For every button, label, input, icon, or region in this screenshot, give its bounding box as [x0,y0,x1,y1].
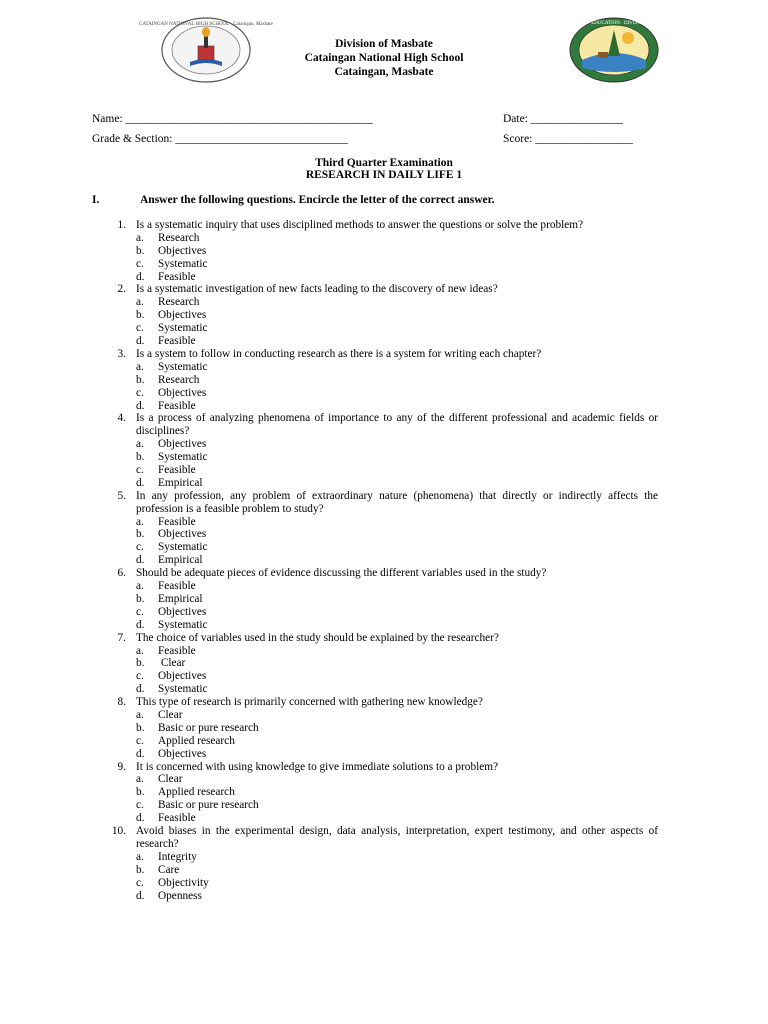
answer-option[interactable] [0,541,768,554]
question-item [0,348,768,361]
option-letter[interactable]: d. [136,618,145,631]
option-text: Objectives [158,386,207,399]
question-text: In any profession, any problem of extraordinary nature (phenomena) that directly or indirectly affects the profession is a feasible problem to study? [136,489,658,515]
option-letter[interactable]: a. [136,231,144,244]
question-number: 6. [117,567,126,580]
option-text: Feasible [158,335,196,348]
option-text: Feasible [158,580,196,593]
option-letter[interactable]: d. [136,476,145,489]
option-text: Care [158,863,180,876]
question-number: 8. [117,696,126,709]
question-text: The choice of variables used in the study should be explained by the researcher? [136,631,499,644]
name-field[interactable]: Name: ___________________________________________ [92,113,373,125]
right-seal-text: DEPARTMENT OF EDUCATION · DIVISION OF MASBATE [549,21,679,26]
answer-option[interactable] [0,322,768,335]
question-item [0,696,768,709]
option-text: Objectives [158,438,207,451]
section-number: I. [92,194,100,206]
option-letter[interactable]: a. [136,438,144,451]
answer-option[interactable] [0,812,768,825]
school-location: Cataingan, Masbate [334,66,434,78]
option-text: Basic or pure research [158,721,259,734]
option-text: Objectives [158,244,207,257]
option-letter[interactable]: b. [136,373,145,386]
question-text: Is a systematic inquiry that uses disciplined methods to answer the questions or solve the problem? [136,219,584,231]
option-text: Feasible [158,515,196,528]
option-text: Applied research [158,786,235,799]
answer-option[interactable] [0,619,768,632]
answer-option[interactable] [0,296,768,309]
option-letter[interactable]: d. [136,747,145,760]
left-seal-text: CATAINGAN NATIONAL HIGH SCHOOL · Cataingan, Masbate [139,22,273,27]
answer-option[interactable] [0,438,768,451]
option-letter[interactable]: b. [136,721,145,734]
option-text: Applied research [158,734,235,747]
option-text: Clear [158,709,183,721]
option-text: Empirical [158,476,203,489]
option-text: Systematic [158,618,208,631]
option-text: Objectives [158,747,207,760]
option-letter[interactable]: d. [136,270,145,283]
option-letter[interactable]: d. [136,399,145,412]
option-text: Empirical [158,554,203,567]
answer-option[interactable] [0,709,768,722]
question-text: Is a systematic investigation of new facts leading to the discovery of new ideas? [136,283,498,296]
date-field[interactable]: Date: ________________ [503,113,623,125]
option-text: Systematic [158,451,208,464]
option-letter[interactable]: d. [136,335,145,348]
answer-option[interactable] [0,554,768,567]
option-letter[interactable]: c. [136,605,144,618]
question-item [0,825,768,851]
option-letter[interactable]: c. [136,322,144,335]
option-text: Systematic [158,257,208,270]
option-text: Objectives [158,309,207,322]
answer-option[interactable] [0,451,768,464]
question-number: 7. [117,631,126,644]
answer-option[interactable] [0,645,768,658]
question-text: Is a system to follow in conducting research as there is a system for writing each chapter? [136,347,542,360]
answer-option[interactable] [0,464,768,477]
option-letter[interactable]: a. [136,296,144,309]
option-letter[interactable]: c. [136,386,144,399]
option-letter[interactable]: a. [136,709,144,721]
question-item [0,761,768,774]
answer-option[interactable] [0,748,768,761]
option-text: Objectives [158,605,207,618]
option-letter[interactable]: b. [136,786,145,799]
question-item [0,490,768,516]
answer-option[interactable] [0,890,768,903]
option-text: Empirical [158,592,203,605]
option-letter[interactable]: b. [136,528,145,541]
answer-option[interactable] [0,683,768,696]
division-name: Division of Masbate [335,38,433,50]
option-letter[interactable]: a. [136,515,144,528]
question-text: Avoid biases in the experimental design, data analysis, interpretation, expert testimony, and other aspects of research? [136,825,658,850]
option-text: Feasible [158,644,196,657]
question-text: Should be adequate pieces of evidence discussing the different variables used in the study? [136,567,547,580]
answer-option[interactable] [0,877,768,890]
answer-option[interactable] [0,864,768,877]
option-letter[interactable]: a. [136,773,144,786]
option-text: Objectivity [158,876,209,889]
answer-option[interactable] [0,786,768,799]
answer-option[interactable] [0,309,768,322]
option-letter[interactable]: b. [136,309,145,322]
answer-option[interactable] [0,245,768,258]
exam-title: Third Quarter Examination [315,157,453,169]
question-list [0,219,768,902]
option-text: Feasible [158,399,196,412]
answer-option[interactable] [0,361,768,374]
option-letter[interactable]: d. [136,812,145,825]
option-letter[interactable]: a. [136,850,144,863]
option-letter[interactable]: a. [136,360,144,373]
answer-option[interactable] [0,400,768,413]
option-letter[interactable]: c. [136,257,144,270]
answer-option[interactable] [0,670,768,683]
option-letter[interactable]: c. [136,670,144,683]
answer-option[interactable] [0,722,768,735]
exam-subject: RESEARCH IN DAILY LIFE 1 [305,169,463,181]
answer-option[interactable] [0,374,768,387]
grade-section-field[interactable]: Grade & Section: ______________________________ [92,133,348,145]
answer-option[interactable] [0,773,768,786]
option-letter[interactable]: d. [136,889,145,902]
question-number: 5. [117,489,126,502]
question-number: 10. [111,825,126,838]
section-instruction: Answer the following questions. Encircle the letter of the correct answer. [140,194,495,206]
answer-option[interactable] [0,580,768,593]
question-text: This type of research is primarily concerned with gathering new knowledge? [136,696,483,709]
answer-option[interactable] [0,528,768,541]
answer-option[interactable] [0,606,768,619]
question-text: Is a process of analyzing phenomena of importance to any of the different professional and academic fields or disciplines? [136,412,658,438]
option-text: Research [158,296,200,309]
option-letter[interactable]: a. [136,580,144,593]
question-text: It is concerned with using knowledge to give immediate solutions to a problem? [136,760,499,773]
option-text: Systematic [158,683,208,696]
question-number: 3. [117,347,126,360]
option-letter[interactable]: a. [136,644,144,657]
question-item [0,219,768,232]
option-letter[interactable]: b. [136,863,145,876]
question-number: 4. [117,412,126,425]
option-letter[interactable]: d. [136,683,145,696]
option-text: Basic or pure research [158,799,259,812]
school-name: Cataingan National High School [304,52,464,64]
option-letter[interactable]: b. [136,592,145,605]
option-letter[interactable]: b. [136,451,145,464]
option-letter[interactable]: b. [136,244,145,257]
answer-option[interactable] [0,258,768,271]
question-item [0,412,768,438]
answer-option[interactable] [0,232,768,245]
answer-option[interactable] [0,851,768,864]
option-text: Feasible [158,270,196,283]
option-text: Research [158,373,200,386]
option-text: Integrity [158,850,197,863]
answer-option[interactable] [0,799,768,812]
answer-option[interactable] [0,593,768,606]
question-number: 2. [117,283,126,296]
answer-option[interactable] [0,387,768,400]
option-letter[interactable]: c. [136,464,144,476]
option-letter[interactable]: c. [136,799,144,812]
option-text: Systematic [158,541,208,554]
option-text: Feasible [158,812,196,825]
question-item [0,567,768,580]
answer-option[interactable] [0,516,768,529]
option-letter[interactable]: d. [136,554,145,567]
option-text: Clear [158,657,186,670]
question-item [0,283,768,296]
option-text: Research [158,231,200,244]
option-letter[interactable]: c. [136,541,144,554]
option-text: Objectives [158,528,207,541]
answer-option[interactable] [0,477,768,490]
option-letter[interactable]: c. [136,876,144,889]
option-letter[interactable]: c. [136,734,144,747]
option-text: Clear [158,773,183,786]
question-number: 9. [117,760,126,773]
option-text: Systematic [158,360,208,373]
option-text: Systematic [158,322,208,335]
question-item [0,632,768,645]
question-number: 1. [117,219,126,231]
option-text: Openness [158,889,202,902]
option-letter[interactable]: b. [136,657,145,670]
answer-option[interactable] [0,735,768,748]
answer-option[interactable] [0,271,768,284]
answer-option[interactable] [0,335,768,348]
option-text: Objectives [158,670,207,683]
score-field[interactable]: Score: _________________ [503,133,634,145]
answer-option[interactable] [0,657,768,670]
option-text: Feasible [158,464,196,476]
